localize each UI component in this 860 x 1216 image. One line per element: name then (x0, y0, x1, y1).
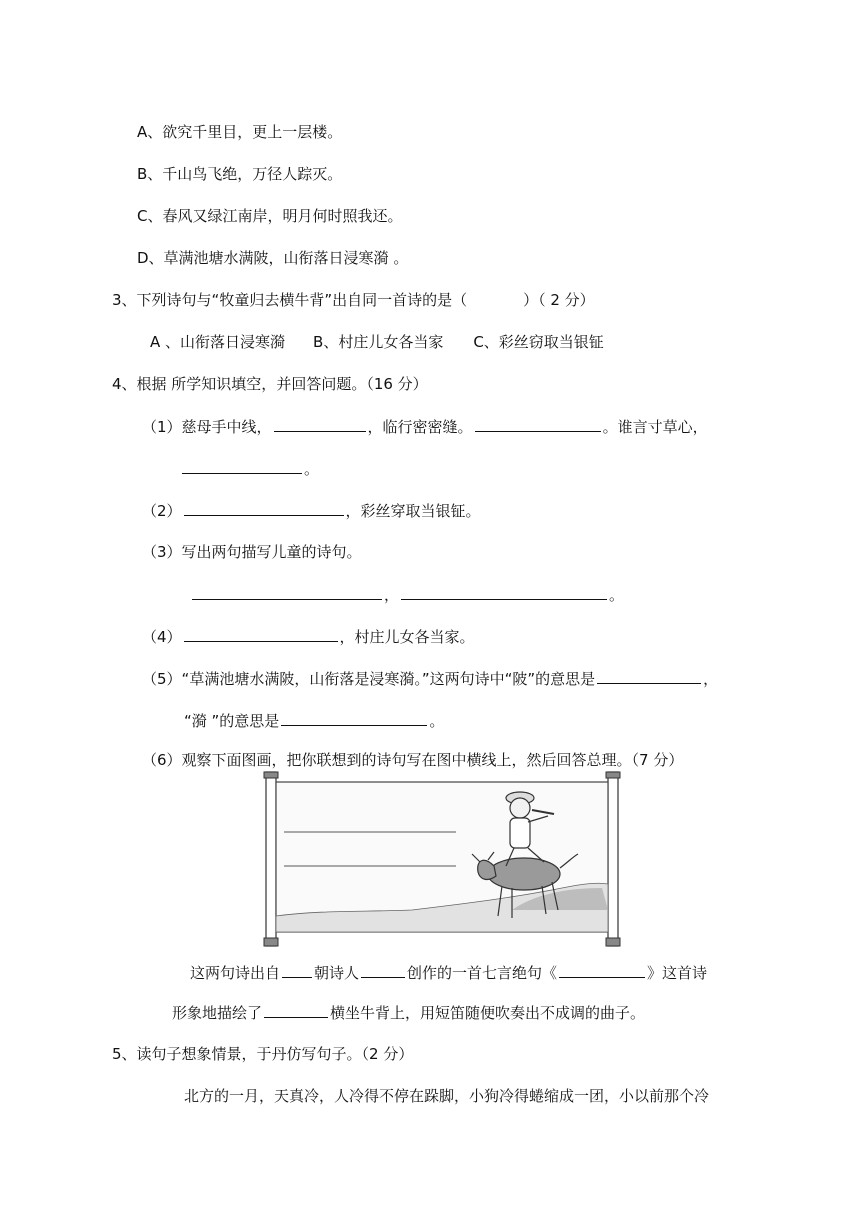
q4-item-3-end: 。 (609, 586, 625, 604)
q5-stem: 5、读句子想象情景，于丹仿写句子。（2 分） (112, 1045, 414, 1063)
q3-options (150, 332, 604, 352)
q4-item-1-text-a: （1）慈母手中线， (142, 418, 272, 436)
q4-item-5-text: （5）“草满池塘水满陂，山衔落是浸寒漪。”这两句诗中“陂”的意思是 (142, 670, 596, 688)
q4-item-3-blanks (190, 584, 624, 605)
q4-item-1 (142, 416, 708, 437)
q3-stem-end: ）（ 2 分） (523, 291, 595, 309)
q4-item-3: （3）写出两句描写儿童的诗句。 (142, 543, 362, 561)
q4-item-2-num: （2） (142, 502, 182, 520)
q4-item-5 (142, 668, 718, 689)
q4-item-6-answer-line-2 (172, 1002, 645, 1023)
blank-5a[interactable] (597, 668, 701, 684)
q4-item-2 (142, 500, 481, 521)
q3-stem-text: 3、下列诗句与“牧童归去横牛背”出自同一首诗的是（ (112, 291, 468, 309)
p-text-e: 形象地描绘了 (172, 1004, 263, 1022)
q3-option-b: B、村庄儿女各当家 (313, 333, 444, 351)
q4-item-1-end: 。 (304, 460, 320, 478)
q4-item-5-comma: ， (703, 670, 719, 688)
blank-poem-title[interactable] (559, 962, 645, 978)
scroll-picture (262, 770, 622, 948)
q3-stem (112, 290, 595, 310)
q4-item-6-answer-line-1 (190, 962, 707, 983)
blank-1a[interactable] (274, 416, 366, 432)
blank-1c[interactable] (182, 458, 302, 474)
q2-option-d: D、草满池塘水满陂，山衔落日浸寒漪 。 (137, 249, 409, 267)
q4-item-1-cont (180, 458, 319, 479)
q2-option-a: A、欲究千里目，更上一层楼。 (137, 123, 343, 141)
p-text-b: 朝诗人 (314, 964, 360, 982)
q4-item-6: （6）观察下面图画，把你联想到的诗句写在图中横线上，然后回答总理。（7 分） (142, 751, 684, 769)
q4-item-4 (142, 626, 475, 647)
q4-item-4-text: ，村庄儿女各当家。 (339, 628, 475, 646)
blank-2[interactable] (184, 500, 344, 516)
blank-3b[interactable] (401, 584, 607, 600)
p-text-d: 》这首诗 (647, 964, 708, 982)
q4-item-3-comma: ， (384, 586, 400, 604)
q4-item-1-text-c: 。谁言寸草心， (602, 418, 708, 436)
blank-poet[interactable] (361, 962, 405, 978)
blank-1b[interactable] (475, 416, 601, 432)
q3-option-a: A 、山衔落日浸寒漪 (150, 333, 286, 351)
p-text-a: 这两句诗出自 (190, 964, 281, 982)
p-text-f: 横坐牛背上，用短笛随便吹奏出不成调的曲子。 (330, 1004, 646, 1022)
q4-item-5-cont (184, 710, 444, 731)
blank-5b[interactable] (281, 710, 427, 726)
blank-dynasty[interactable] (282, 962, 312, 978)
scroll-illustration (262, 770, 622, 948)
blank-3a[interactable] (192, 584, 382, 600)
blank-subject[interactable] (264, 1002, 328, 1018)
p-text-c: 创作的一首七言绝句《 (407, 964, 558, 982)
q5-text: 北方的一月，天真冷，人冷得不停在跺脚，小狗冷得蜷缩成一团，小以前那个冷 (184, 1087, 710, 1105)
q4-item-1-text-b: ，临行密密缝。 (367, 418, 473, 436)
q4-item-5-text-b: “漪 ”的意思是 (184, 712, 280, 730)
q4-item-4-num: （4） (142, 628, 182, 646)
q3-option-c: C、彩丝窃取当银钲 (473, 333, 604, 351)
blank-4[interactable] (184, 626, 338, 642)
q2-option-b: B、千山鸟飞绝，万径人踪灭。 (137, 165, 343, 183)
q2-option-c: C、春风又绿江南岸，明月何时照我还。 (137, 207, 403, 225)
q4-item-5-end: 。 (429, 712, 445, 730)
q4-stem: 4、根据 所学知识填空，并回答问题。（16 分） (112, 375, 428, 393)
q4-item-2-text: ，彩丝穿取当银钲。 (345, 502, 481, 520)
